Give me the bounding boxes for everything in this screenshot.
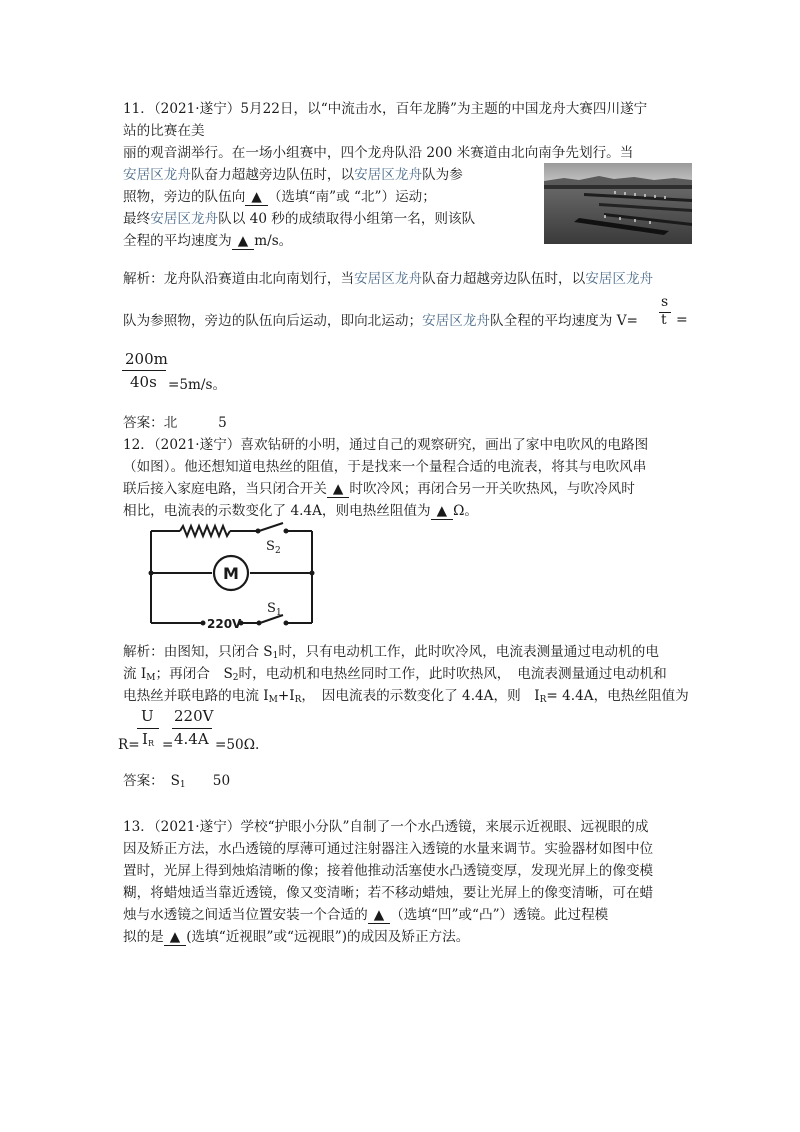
fraction-numerator: 220V [174, 707, 214, 725]
q11-line6: 最终安居区龙舟队以 40 秒的成绩取得小组第一名，则该队 [123, 211, 476, 227]
fraction-denominator: 4.4A [174, 730, 209, 748]
q11-line7: 全程的平均速度为 ▲ m/s。 [123, 233, 293, 249]
answer-blank: ▲ [431, 504, 453, 520]
q11-analysis-line2: 队为参照物，旁边的队伍向后运动，即向北运动；安居区龙舟队全程的平均速度为 V= [123, 313, 638, 329]
q12-result: =50Ω. [215, 737, 260, 753]
switch-s2-subscript: 2 [275, 546, 281, 556]
q11-result: =5m/s。 [168, 377, 227, 393]
q12-line2: （如图）。他还想知道电热丝的阻值，于是找来一个量程合适的电流表，将其与电吹风串 [123, 459, 647, 475]
answer-blank: ▲ [327, 482, 349, 498]
circuit-diagram [140, 516, 320, 638]
q12-answer: 答案： $S_1$ 50 [123, 773, 231, 790]
q11-answer: 答案：北 5 [123, 415, 227, 431]
fraction-bar [137, 728, 159, 729]
q13-line4: 糊，将蜡烛适当靠近透镜，像又变清晰；若不移动蜡烛，要让光屏上的像变清晰，可在蜡 [123, 885, 654, 901]
switch-s1-label: S [267, 601, 276, 616]
q13-line6: 拟的是 ▲ (选填“近视眼”或“远视眼”)的成因及矫正方法。 [123, 929, 470, 945]
q13-line3: 置时，光屏上得到烛焰清晰的像；接着他推动活塞使水凸透镜变厚，发现光屏上的像变模 [123, 863, 654, 879]
switch-s1-subscript: 1 [276, 608, 282, 618]
q12-line1: 12．（2021·遂宁）喜欢钻研的小明，通过自己的观察研究，画出了家中电吹风的电路图 [123, 437, 649, 453]
answer-blank: ▲ [164, 930, 186, 946]
equals-sign: = [676, 312, 688, 328]
q11-line4: 安居区龙舟队奋力超越旁边队伍时，以安居区龙舟队为参 [123, 167, 463, 183]
q12-analysis-line1: 解析：由图知，只闭合 $S_1$时，只有电动机工作，此时吹冷风，电流表测量通过电动机的电 [123, 644, 659, 661]
q12-analysis-line2: 流 $I_M$；再闭合 $S_2$时，电动机和电热丝同时工作，此时吹热风， 电流表测量通过电动机和 [123, 666, 667, 683]
q11-line5: 照物，旁边的队伍向 ▲ （选填“南”或 “北”）运动； [123, 189, 436, 205]
fraction-numerator: 200m [125, 350, 168, 368]
fraction-u: U [141, 707, 154, 725]
fraction-i: $I_R$ [142, 730, 154, 748]
motor-label: M [223, 564, 239, 583]
r-label: R= [118, 737, 140, 753]
q11-line1: 11．（2021·遂宁）5月22日，以“中流击水，百年龙腾”为主题的中国龙舟大赛四川遂宁 [123, 101, 648, 117]
fraction-denominator: 40s [130, 373, 157, 391]
q11-analysis-line1: 解析：龙舟队沿赛道由北向南划行，当安居区龙舟队奋力超越旁边队伍时，以安居区龙舟 [123, 271, 654, 287]
q12-line3: 联后接入家庭电路，当只闭合开关 ▲ 时吹冷风；再闭合另一开关吹热风，与吹冷风时 [123, 481, 635, 497]
fraction-t: t [661, 312, 667, 328]
fraction-bar [172, 728, 212, 729]
answer-blank: ▲ [232, 234, 254, 250]
q13-line5: 烛与水透镜之间适当位置安装一个合适的 ▲ （选填“凹”或“凸”）透镜。此过程模 [123, 907, 609, 923]
q12-analysis-line3: 电热丝并联电路的电流 $I_M+I_R$， 因电流表的示数变化了 4.4A，则 $I_R= 4.4A$，电热丝阻值为 [123, 688, 689, 705]
answer-blank: ▲ [368, 908, 390, 924]
voltage-label: 220V [207, 617, 242, 631]
q11-line3: 丽的观音湖举行。在一场小组赛中，四个龙舟队沿 200 米赛道由北向南争先划行。当 [123, 145, 634, 161]
q13-line2: 因及矫正方法，水凸透镜的厚薄可通过注射器注入透镜的水量来调节。实验器材如图中位 [123, 841, 654, 857]
dragon-boat-photo [544, 163, 692, 244]
switch-s2-label: S [266, 539, 275, 554]
equals-sign: = [162, 737, 174, 753]
q11-line2: 站的比赛在美 [123, 123, 205, 139]
fraction-s: s [661, 294, 669, 310]
answer-blank: ▲ [245, 190, 267, 206]
q13-line1: 13．（2021·遂宁）学校“护眼小分队”自制了一个水凸透镜，来展示近视眼、远视眼的成 [123, 819, 649, 835]
fraction-bar [122, 370, 166, 371]
q12-line4: 相比，电流表的示数变化了 4.4A，则电热丝阻值为 ▲ Ω。 [123, 503, 478, 519]
